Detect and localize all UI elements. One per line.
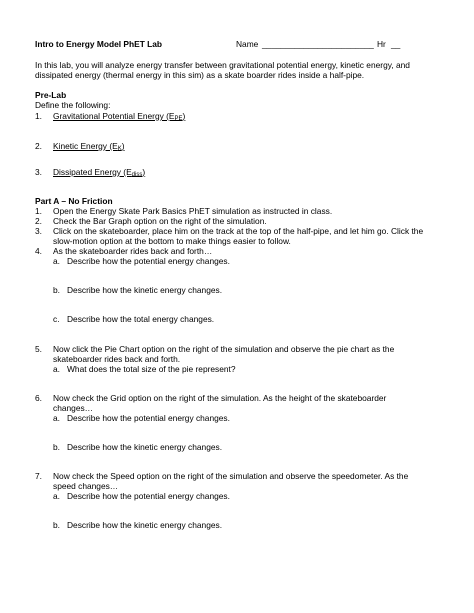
sub-letter: a. bbox=[53, 256, 60, 266]
worksheet-title: Intro to Energy Model PhET Lab bbox=[35, 39, 163, 49]
sub-text: Describe how the kinetic energy changes. bbox=[67, 442, 223, 452]
step-6 bbox=[35, 393, 387, 403]
hr-blank: __ bbox=[391, 39, 401, 49]
prelab-term-subscript: K bbox=[117, 146, 122, 152]
prelab-item bbox=[35, 141, 125, 152]
prelab-item bbox=[35, 111, 186, 122]
prelab-term-close: ) bbox=[121, 141, 125, 151]
step-text: Open the Energy Skate Park Basics PhET simulation as instructed in class. bbox=[53, 206, 333, 216]
step-1 bbox=[35, 206, 333, 216]
prelab-term-label: Dissipated Energy (E bbox=[53, 167, 132, 177]
step-4b bbox=[53, 285, 223, 295]
step-number: 7. bbox=[35, 471, 42, 481]
step-5 bbox=[35, 344, 395, 354]
prelab-term bbox=[53, 111, 185, 124]
sub-text: What does the total size of the pie represent? bbox=[67, 364, 236, 374]
sub-letter: c. bbox=[53, 314, 60, 324]
prelab-term bbox=[53, 167, 145, 180]
sub-letter: a. bbox=[53, 491, 60, 501]
step-4c bbox=[53, 314, 215, 324]
sub-text: Describe how the potential energy changes. bbox=[67, 413, 230, 423]
step-3-continued: slow-motion option at the bottom to make things easier to follow. bbox=[53, 236, 291, 246]
step-number: 6. bbox=[35, 393, 42, 403]
step-number: 5. bbox=[35, 344, 42, 354]
prelab-item-number: 2. bbox=[35, 141, 42, 151]
step-text: Now check the Speed option on the right of the simulation and observe the speedometer. As the bbox=[53, 471, 409, 481]
step-text: Now check the Grid option on the right of the simulation. As the height of the skateboarder bbox=[53, 393, 387, 403]
step-number: 3. bbox=[35, 226, 42, 236]
step-text: Click on the skateboarder, place him on the track at the top of the half-pipe, and let him go. Click the bbox=[53, 226, 424, 236]
prelab-term bbox=[53, 141, 125, 154]
prelab-term-subscript: PE bbox=[174, 116, 183, 122]
prelab-term-label: Gravitational Potential Energy (E bbox=[53, 111, 175, 121]
step-number: 2. bbox=[35, 216, 42, 226]
sub-text: Describe how the kinetic energy changes. bbox=[67, 285, 223, 295]
sub-letter: b. bbox=[53, 520, 60, 530]
step-7a bbox=[53, 491, 230, 501]
step-3 bbox=[35, 226, 424, 236]
intro-line-2: dissipated energy (thermal energy in this sim) as a skate boarder rides inside a half-pipe. bbox=[35, 70, 365, 80]
step-6b bbox=[53, 442, 223, 452]
sub-text: Describe how the total energy changes. bbox=[67, 314, 215, 324]
part-a-heading: Part A – No Friction bbox=[35, 196, 113, 206]
step-6-continued: changes… bbox=[53, 403, 94, 413]
name-blank: ________________________ bbox=[262, 39, 374, 49]
sub-text: Describe how the kinetic energy changes. bbox=[67, 520, 223, 530]
prelab-item-number: 1. bbox=[35, 111, 42, 121]
step-number: 4. bbox=[35, 246, 42, 256]
step-7-continued: speed changes… bbox=[53, 481, 119, 491]
sub-letter: a. bbox=[53, 364, 60, 374]
sub-text: Describe how the potential energy changes. bbox=[67, 256, 230, 266]
step-text: As the skateboarder rides back and forth… bbox=[53, 246, 213, 256]
prelab-define: Define the following: bbox=[35, 100, 111, 110]
hr-label: Hr bbox=[377, 39, 386, 49]
name-label: Name bbox=[236, 39, 259, 49]
sub-text: Describe how the potential energy changes. bbox=[67, 491, 230, 501]
step-7 bbox=[35, 471, 409, 481]
step-5a bbox=[53, 364, 236, 374]
prelab-term-subscript: diss bbox=[131, 172, 143, 178]
step-4a bbox=[53, 256, 230, 266]
prelab-heading: Pre-Lab bbox=[35, 90, 67, 100]
prelab-term-label: Kinetic Energy (E bbox=[53, 141, 118, 151]
intro-line-1: In this lab, you will analyze energy transfer between gravitational potential energy, kinetic energy, and bbox=[35, 60, 410, 70]
step-4 bbox=[35, 246, 213, 256]
step-number: 1. bbox=[35, 206, 42, 216]
sub-letter: b. bbox=[53, 285, 60, 295]
step-2 bbox=[35, 216, 267, 226]
prelab-item-number: 3. bbox=[35, 167, 42, 177]
step-text: Check the Bar Graph option on the right of the simulation. bbox=[53, 216, 267, 226]
prelab-item bbox=[35, 167, 146, 178]
step-5-continued: skateboarder rides back and forth. bbox=[53, 354, 181, 364]
sub-letter: a. bbox=[53, 413, 60, 423]
prelab-term-close: ) bbox=[142, 167, 146, 177]
step-6a bbox=[53, 413, 230, 423]
prelab-term-close: ) bbox=[182, 111, 186, 121]
sub-letter: b. bbox=[53, 442, 60, 452]
step-text: Now click the Pie Chart option on the right of the simulation and observe the pie chart as the bbox=[53, 344, 395, 354]
step-7b bbox=[53, 520, 223, 530]
